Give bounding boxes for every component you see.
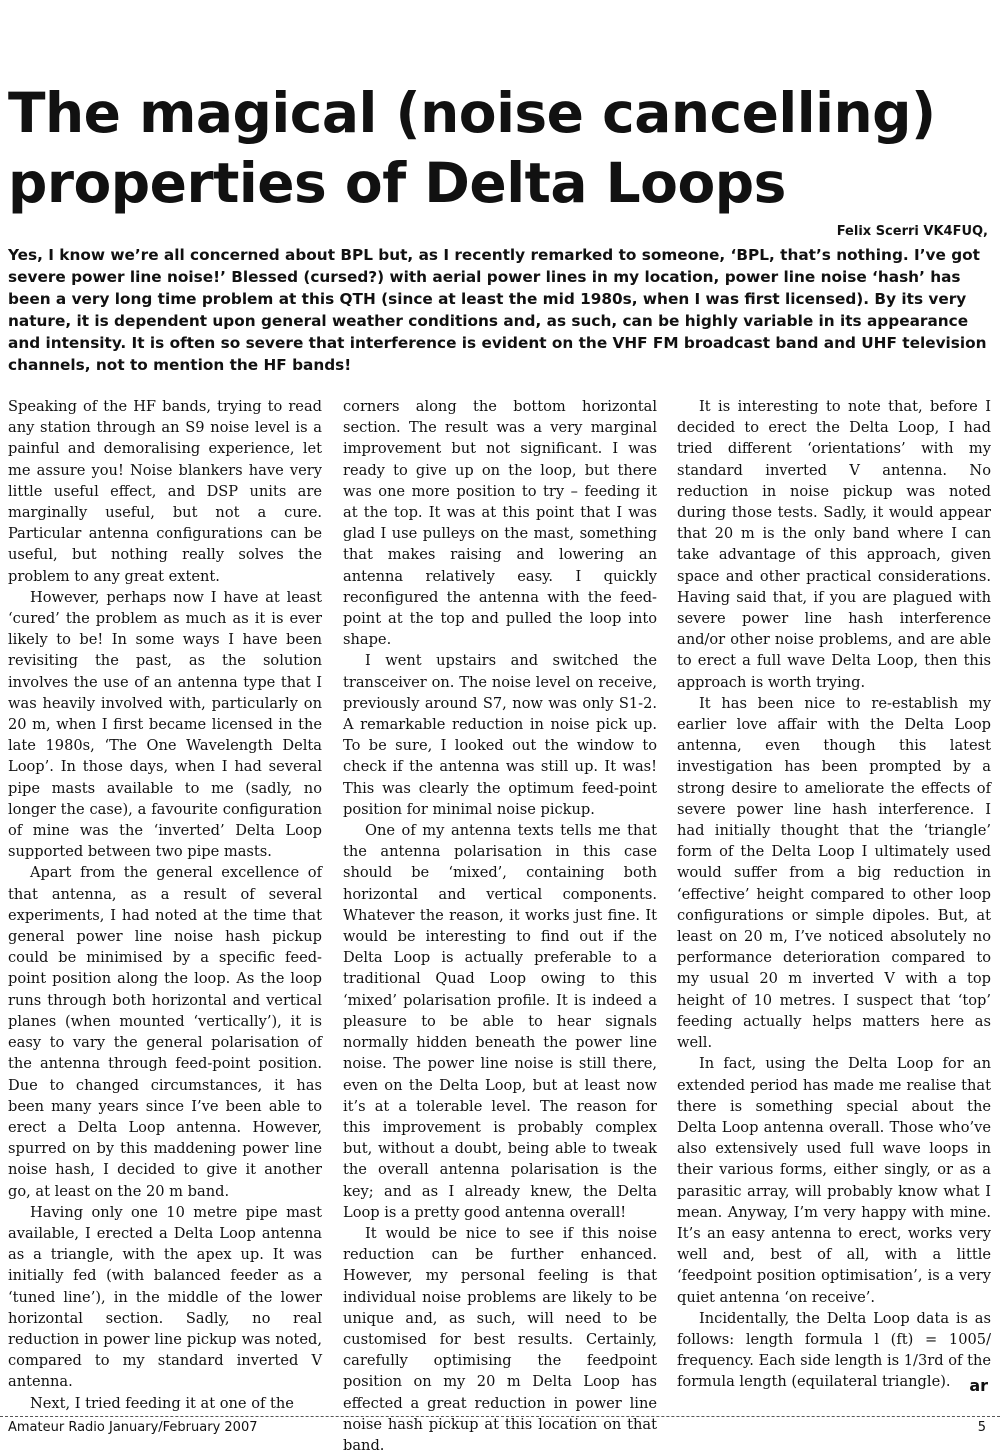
intro-paragraph: Yes, I know we’re all concerned about BPL but, as I recently remarked to someone, ‘BPL, that’s nothing. I’ve got severe power line noise!’ Blessed (cursed?) with aerial power lines in my location, power line noise ‘hash’ has been a very long time problem at this QTH (since at least the mid 1980s, when I was first licensed). By its very nature, it is dependent upon general weather conditions and, as such, can be highly variable in its appearance and intensity. It is often so severe that interference is evident on the VHF FM broadcast band and UHF television channels, not to mention the HF bands! <box>8 246 987 374</box>
title-line-2: properties of Delta Loops <box>8 151 786 215</box>
paragraph: Speaking of the HF bands, trying to read any station through an S9 noise level is a painful and demoralising experience, let me assure you! Noise blankers have very little useful effect, and DSP units are marginally useful, but not a cure. Particular antenna configurations can be useful, but nothing really solves the problem to any great extent. <box>8 398 322 585</box>
paragraph: Apart from the general excellence of that antenna, as a result of several experiments, I had noted at the time that general power line noise hash pickup could be minimised by a specific feed-point position along the loop. As the loop runs through both horizontal and vertical planes (when mounted ‘vertically’), it is easy to vary the general polarisation of the antenna through feed-point position. Due to changed circumstances, it has been many years since I’ve been able to erect a Delta Loop antenna. However, spurred on by this maddening power line noise hash, I decided to give it another go, at least on the 20 m band. <box>8 864 322 1200</box>
body-column-2 <box>343 396 657 1456</box>
body-column-1 <box>8 396 322 1414</box>
footer-rule <box>0 1416 1000 1417</box>
paragraph: In fact, using the Delta Loop for an extended period has made me realise that there is something special about the Delta Loop antenna overall. Those who’ve also extensively used full wave loops in their various forms, either singly, or as a parasitic array, will probably know what I mean. Anyway, I’m very happy with mine. It’s an easy antenna to erect, works very well and, best of all, with a little ‘feedpoint position optimisation’, is a very quiet antenna ‘on receive’. <box>677 1055 991 1306</box>
paragraph: corners along the bottom horizontal section. The result was a very marginal improvement but not significant. I was ready to give up on the loop, but there was one more position to try – feeding it at the top. It was at this point that I was glad I use pulleys on the mast, something that makes raising and lowering an antenna relatively easy. I quickly reconfigured the antenna with the feed-point at the top and pulled the loop into shape. <box>343 398 657 649</box>
paragraph: It is interesting to note that, before I decided to erect the Delta Loop, I had tried different ‘orientations’ with my standard inverted V antenna. No reduction in noise pickup was noted during those tests. Sadly, it would appear that 20 m is the only band where I can take advantage of this approach, given space and other practical considerations. Having said that, if you are plagued with severe power line hash interference and/or other noise problems, and are able to erect a full wave Delta Loop, then this approach is worth trying. <box>677 398 991 691</box>
paragraph: It has been nice to re-establish my earlier love affair with the Delta Loop antenna, even though this latest investigation has been prompted by a strong desire to ameliorate the effects of severe power line hash interference. I had initially thought that the ‘triangle’ form of the Delta Loop I ultimately used would suffer from a big reduction in ‘effective’ height compared to other loop configurations or simple dipoles. But, at least on 20 m, I’ve noticed absolutely no performance deterioration compared to my usual 20 m inverted V with a top height of 10 metres. I suspect that ‘top’ feeding actually helps matters here as well. <box>677 694 991 1052</box>
paragraph: One of my antenna texts tells me that the antenna polarisation in this case should be ‘mixed’, containing both horizontal and vertical components. Whatever the reason, it works just fine. It would be interesting to find out if the Delta Loop is actually preferable to a traditional Quad Loop owing to this ‘mixed’ polarisation profile. It is indeed a pleasure to be able to hear signals normally hidden beneath the power line noise. The power line noise is still there, even on the Delta Loop, but at least now it’s at a tolerable level. The reason for this improvement is probably complex but, without a doubt, being able to tweak the overall antenna polarisation is the key; and as I already knew, the Delta Loop is a pretty good antenna overall! <box>343 822 657 1221</box>
paragraph: However, perhaps now I have at least ‘cured’ the problem as much as it is ever likely to be! In some ways I have been revisiting the past, as the solution involves the use of an antenna type that I was heavily involved with, particularly on 20 m, when I first became licensed in the late 1980s, ‘The One Wavelength Delta Loop’. In those days, when I had several pipe masts available to me (sadly, no longer the case), a favourite configuration of mine was the ‘inverted’ Delta Loop supported between two pipe masts. <box>8 588 322 861</box>
body-column-3 <box>677 396 991 1393</box>
paragraph: Having only one 10 metre pipe mast available, I erected a Delta Loop antenna as a triangle, with the apex up. It was initially fed (with balanced feeder as a ‘tuned line’), in the middle of the lower horizontal section. Sadly, no real reduction in power line pickup was noted, compared to my standard inverted V antenna. <box>8 1203 322 1391</box>
page-number: 5 <box>977 1420 986 1435</box>
title-line-1: The magical (noise cancelling) <box>8 81 936 145</box>
paragraph: Incidentally, the Delta Loop data is as follows: length formula l (ft) = 1005/ frequency. Each side length is 1/3rd of the formula length (equilateral triangle). <box>677 1309 991 1391</box>
article-title <box>8 78 992 218</box>
footer-publication: Amateur Radio January/February 2007 <box>8 1420 258 1435</box>
author-byline: Felix Scerri VK4FUQ, <box>836 224 988 239</box>
end-of-article-mark: ar <box>969 1376 988 1395</box>
paragraph: It would be nice to see if this noise reduction can be further enhanced. However, my personal feeling is that individual noise problems are likely to be unique and, as such, will need to be customised for best results. Certainly, carefully optimising the feedpoint position on my 20 m Delta Loop has effected a great reduction in power line noise hash pickup at this location on that band. <box>343 1224 657 1454</box>
paragraph: Next, I tried feeding it at one of the <box>30 1394 294 1412</box>
paragraph: I went upstairs and switched the transceiver on. The noise level on receive, previously around S7, now was only S1-2. A remarkable reduction in noise pick up. To be sure, I looked out the window to check if the antenna was still up. It was! This was clearly the optimum feed-point position for minimal noise pickup. <box>343 652 657 818</box>
